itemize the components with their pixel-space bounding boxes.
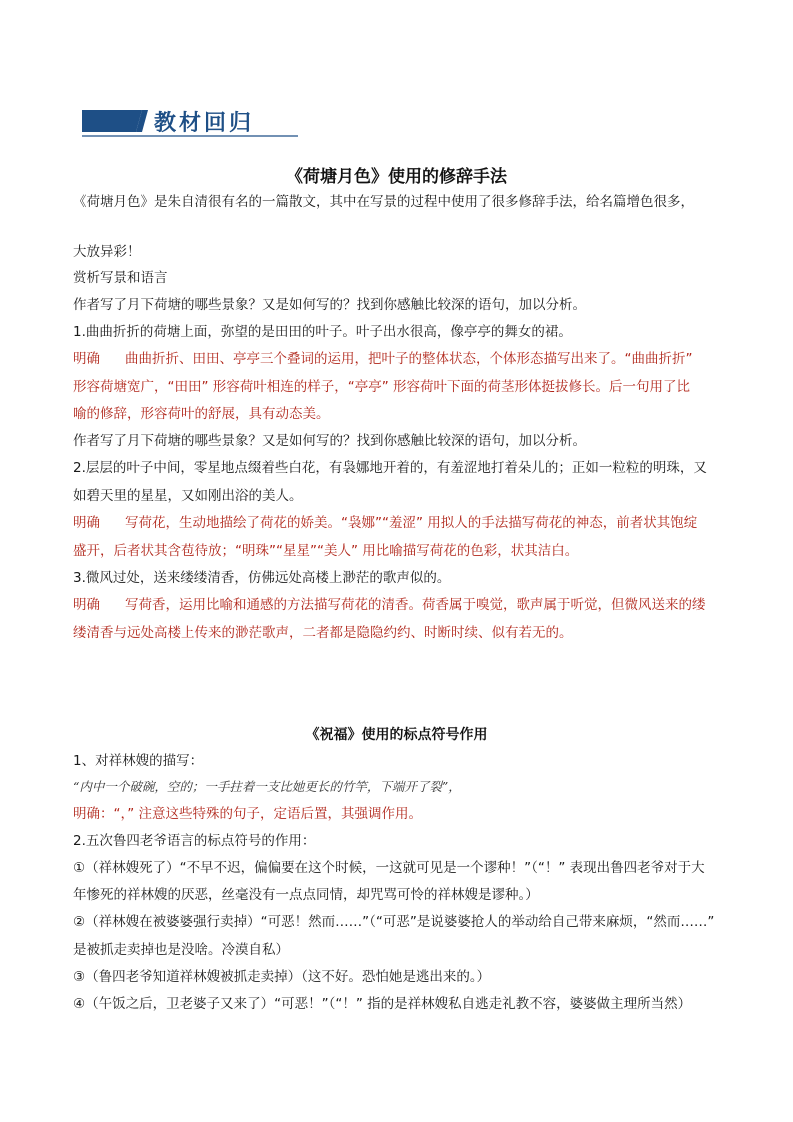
question-2: 作者写了月下荷塘的哪些景象？又是如何写的？找到你感触比较深的语句，加以分析。 xyxy=(73,433,586,449)
item-2-line-1: 2.层层的叶子中间，零星地点缀着些白花，有袅娜地开着的，有羞涩地打着朵儿的；正如一粒粒的明珠，又 xyxy=(73,460,707,476)
answer-tag: 明确 xyxy=(73,597,100,613)
answer-3-line-2: 缕清香与远处高楼上传来的渺茫歌声，二者都是隐隐约约、时断时续、似有若无的。 xyxy=(73,625,573,641)
item-1: 1.曲曲折折的荷塘上面，弥望的是田田的叶子。叶子出水很高，像亭亭的舞女的裙。 xyxy=(73,324,572,340)
s2-quote: “内中一个破碗，空的；一手拄着一支比她更长的竹竿，下端开了裂”， xyxy=(73,779,461,794)
answer-text: 写荷花，生动地描绘了荷花的娇美。“袅娜”“羞涩” 用拟人的手法描写荷花的神态，前者状其饱绽 xyxy=(125,515,698,531)
intro-line-1: 《荷塘月色》是朱自清很有名的一篇散文，其中在写景的过程中使用了很多修辞手法，给名篇增色很多， xyxy=(73,194,694,210)
s2-item-2: 2.五次鲁四老爷语言的标点符号的作用： xyxy=(73,833,316,849)
answer-1-line-2: 形容荷塘宽广，“田田” 形容荷叶相连的样子，“亭亭” 形容荷叶下面的荷茎形体挺拔修长。后一句用了比 xyxy=(73,379,691,395)
s2-case-1-line-1: ①（祥林嫂死了）“不早不迟，偏偏要在这个时候，一这就可见是一个谬种！”（“！” 表现出鲁四老爷对于大 xyxy=(73,860,705,876)
section1-title: 《荷塘月色》使用的修辞手法 xyxy=(286,167,507,187)
answer-tag: 明确 xyxy=(73,515,100,531)
answer-3-line-1 xyxy=(73,595,706,615)
intro-line-2: 大放异彩！ xyxy=(73,244,141,260)
s2-case-2-line-2: 是被抓走卖掉也是没啥。冷漠自私） xyxy=(73,942,289,958)
section2-title: 《祝福》使用的标点符号作用 xyxy=(305,727,488,743)
answer-tag: 明确 xyxy=(73,351,100,367)
banner-title: 教材回归 xyxy=(154,110,255,136)
answer-2-line-1 xyxy=(73,513,697,533)
s2-case-2-line-1: ②（祥林嫂在被婆婆强行卖掉）“可恶！然而……”（“可恶”是说婆婆抢人的举动给自己带来麻烦，“然而……” xyxy=(73,914,715,930)
answer-1-line-1 xyxy=(73,349,693,369)
item-3: 3.微风过处，送来缕缕清香，仿佛远处高楼上渺茫的歌声似的。 xyxy=(73,570,451,586)
answer-text: 写荷香，运用比喻和通感的方法描写荷花的清香。荷香属于嗅觉，歌声属于听觉，但微风送来的缕 xyxy=(125,597,706,613)
s2-case-4: ④（午饭之后，卫老婆子又来了）“可恶！”（“！” 指的是祥林嫂私自逃走礼教不容，婆婆做主理所当然） xyxy=(73,996,692,1012)
answer-1-line-3: 喻的修辞，形容荷叶的舒展，具有动态美。 xyxy=(73,406,330,422)
s2-case-1-line-2: 年惨死的祥林嫂的厌恶，丝毫没有一点点同情，却咒骂可怜的祥林嫂是谬种。） xyxy=(73,887,539,903)
answer-2-line-2: 盛开，后者状其含苞待放；“明珠”“星星”“美人” 用比喻描写荷花的色彩，状其洁白。 xyxy=(73,543,579,559)
answer-text: 曲曲折折、田田、亭亭三个叠词的运用，把叶子的整体状态，个体形态描写出来了。“曲曲折折” xyxy=(125,351,693,367)
s2-item-1: 1、对祥林嫂的描写： xyxy=(73,753,204,769)
item-2-line-2: 如碧天里的星星，又如刚出浴的美人。 xyxy=(73,488,303,504)
s2-case-3: ③（鲁四老爷知道祥林嫂被抓走卖掉）（这不好。恐怕她是逃出来的。） xyxy=(73,969,491,985)
section-banner xyxy=(82,104,298,138)
subheading: 赏析写景和语言 xyxy=(73,270,168,286)
question-1: 作者写了月下荷塘的哪些景象？又是如何写的？找到你感触比较深的语句，加以分析。 xyxy=(73,297,586,313)
s2-note: 明确：“，” 注意这些特殊的句子，定语后置，其强调作用。 xyxy=(73,806,423,822)
